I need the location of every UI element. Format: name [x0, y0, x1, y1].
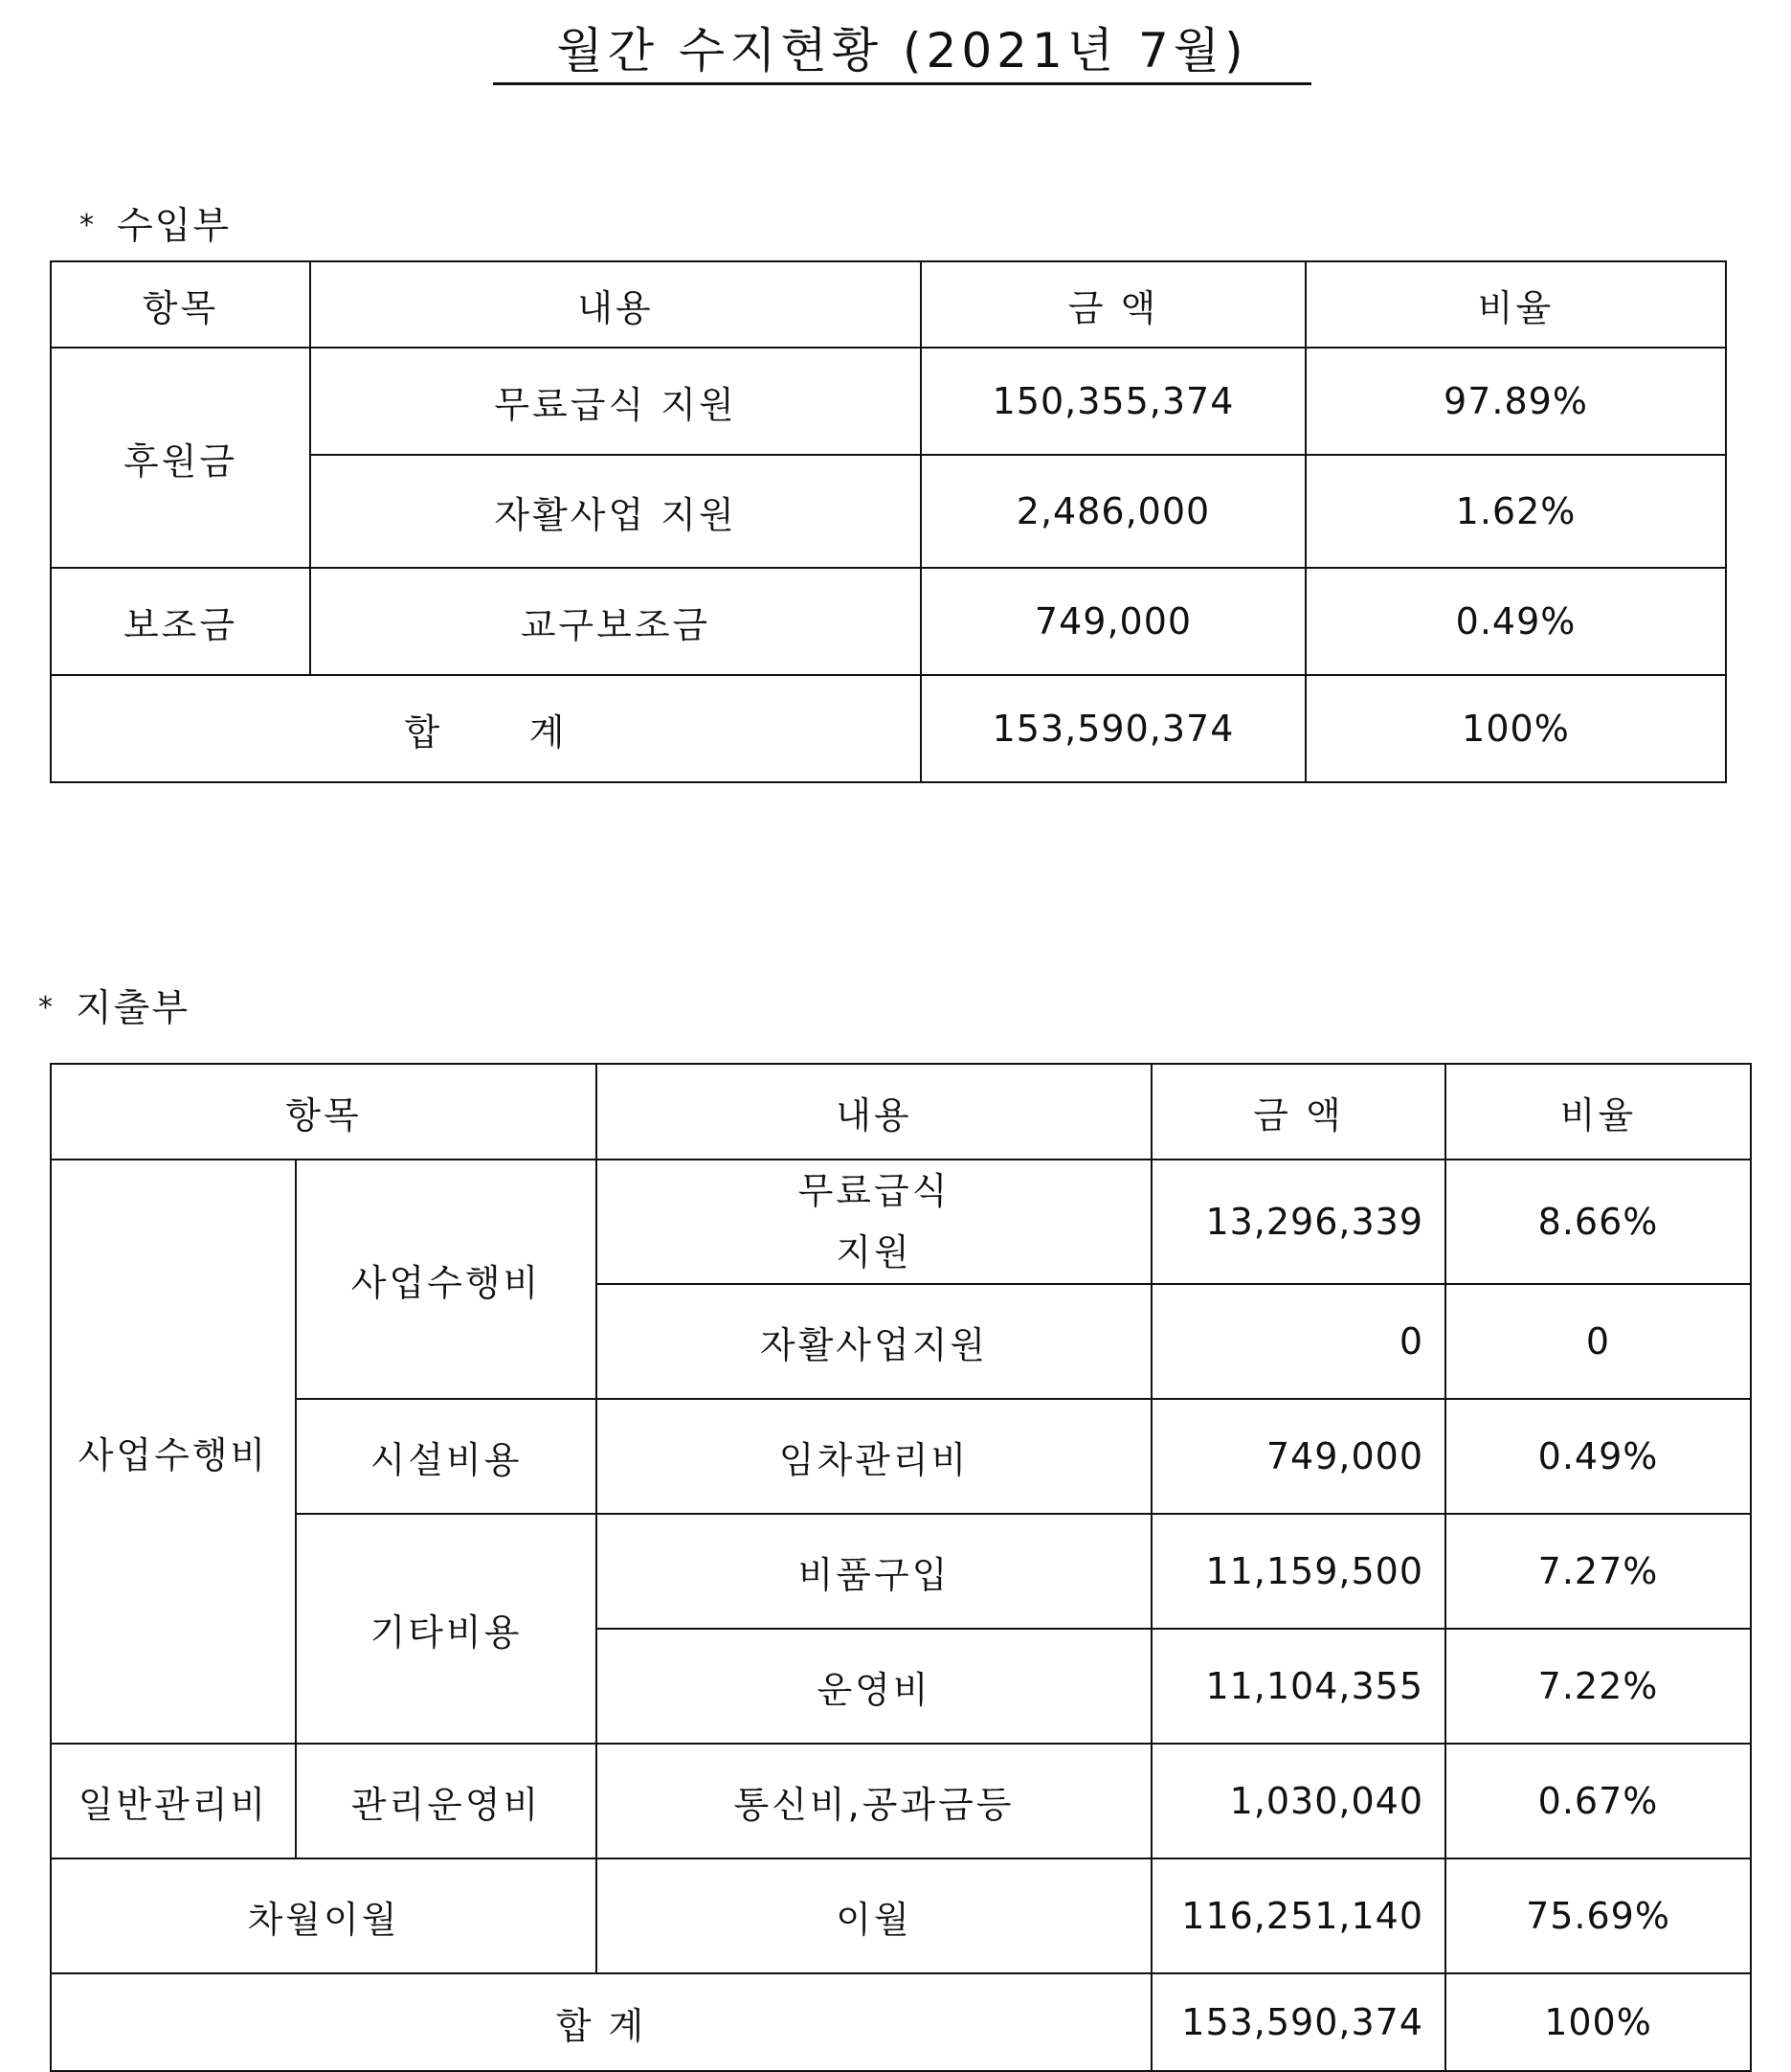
amount-cell: 2,486,000: [921, 455, 1306, 568]
total-ratio: 100%: [1445, 1973, 1751, 2071]
amount-cell: 11,104,355: [1152, 1629, 1445, 1744]
content-cell: 통신비,공과금등: [596, 1744, 1152, 1858]
total-row: [51, 675, 1726, 782]
amount-cell: 0: [1152, 1284, 1445, 1399]
content-cell: 무료급식 지원: [596, 1160, 1152, 1284]
ratio-cell: 7.27%: [1445, 1514, 1751, 1629]
table-row: [51, 568, 1726, 675]
category-cell: 일반관리비: [51, 1744, 296, 1858]
header-ratio: 비율: [1306, 261, 1726, 348]
amount-cell: 13,296,339: [1152, 1160, 1445, 1284]
subcategory-cell: 시설비용: [296, 1399, 596, 1514]
header-content: 내용: [310, 261, 921, 348]
amount-cell: 1,030,040: [1152, 1744, 1445, 1858]
page-title: 월간 수지현황 (2021년 7월): [493, 21, 1311, 85]
content-cell: 비품구입: [596, 1514, 1152, 1629]
total-amount: 153,590,374: [1152, 1973, 1445, 2071]
table-row: [51, 348, 1726, 455]
asterisk-icon: *: [79, 209, 96, 242]
total-row: [51, 1973, 1751, 2071]
content-cell: 무료급식 지원: [310, 348, 921, 455]
table-row: [51, 1744, 1751, 1858]
header-amount: 금 액: [1152, 1064, 1445, 1160]
table-row: [51, 1399, 1751, 1514]
header-amount: 금 액: [921, 261, 1306, 348]
ratio-cell: 1.62%: [1306, 455, 1726, 568]
item-cell: 후원금: [51, 348, 310, 568]
table-header-row: [51, 261, 1726, 348]
header-item: 항목: [51, 261, 310, 348]
carryover-row: [51, 1858, 1751, 1973]
content-cell: 자활사업지원: [596, 1284, 1152, 1399]
header-content: 내용: [596, 1064, 1152, 1160]
amount-cell: 11,159,500: [1152, 1514, 1445, 1629]
ratio-cell: 0.49%: [1445, 1399, 1751, 1514]
subcategory-cell: 사업수행비: [296, 1160, 596, 1399]
content-cell: 임차관리비: [596, 1399, 1152, 1514]
category-cell: 사업수행비: [51, 1160, 296, 1744]
ratio-cell: 7.22%: [1445, 1629, 1751, 1744]
table-row: [51, 1514, 1751, 1629]
ratio-cell: 97.89%: [1306, 348, 1726, 455]
ratio-cell: 0: [1445, 1284, 1751, 1399]
table-header-row: [51, 1064, 1751, 1160]
income-label-text: 수입부: [117, 205, 232, 248]
carryover-ratio: 75.69%: [1445, 1858, 1751, 1973]
income-table: [50, 260, 1727, 783]
amount-cell: 150,355,374: [921, 348, 1306, 455]
asterisk-icon: *: [38, 991, 55, 1025]
table-row: [51, 1160, 1751, 1284]
expense-section-label: [38, 979, 190, 1032]
carryover-content: 이월: [596, 1858, 1152, 1973]
ratio-cell: 0.67%: [1445, 1744, 1751, 1858]
total-amount: 153,590,374: [921, 675, 1306, 782]
total-label: 합 계: [51, 675, 921, 782]
carryover-amount: 116,251,140: [1152, 1858, 1445, 1973]
item-cell: 보조금: [51, 568, 310, 675]
amount-cell: 749,000: [921, 568, 1306, 675]
content-cell: 교구보조금: [310, 568, 921, 675]
ratio-cell: 0.49%: [1306, 568, 1726, 675]
ratio-cell: 8.66%: [1445, 1160, 1751, 1284]
content-cell: 자활사업 지원: [310, 455, 921, 568]
expense-table: [50, 1063, 1752, 2072]
subcategory-cell: 관리운영비: [296, 1744, 596, 1858]
total-ratio: 100%: [1306, 675, 1726, 782]
expense-label-text: 지출부: [76, 987, 190, 1030]
income-section-label: [79, 196, 231, 250]
header-item: 항목: [51, 1064, 596, 1160]
amount-cell: 749,000: [1152, 1399, 1445, 1514]
header-ratio: 비율: [1445, 1064, 1751, 1160]
content-cell: 운영비: [596, 1629, 1152, 1744]
total-label: 합 계: [51, 1973, 1152, 2071]
subcategory-cell: 기타비용: [296, 1514, 596, 1744]
carryover-label: 차월이월: [51, 1858, 596, 1973]
